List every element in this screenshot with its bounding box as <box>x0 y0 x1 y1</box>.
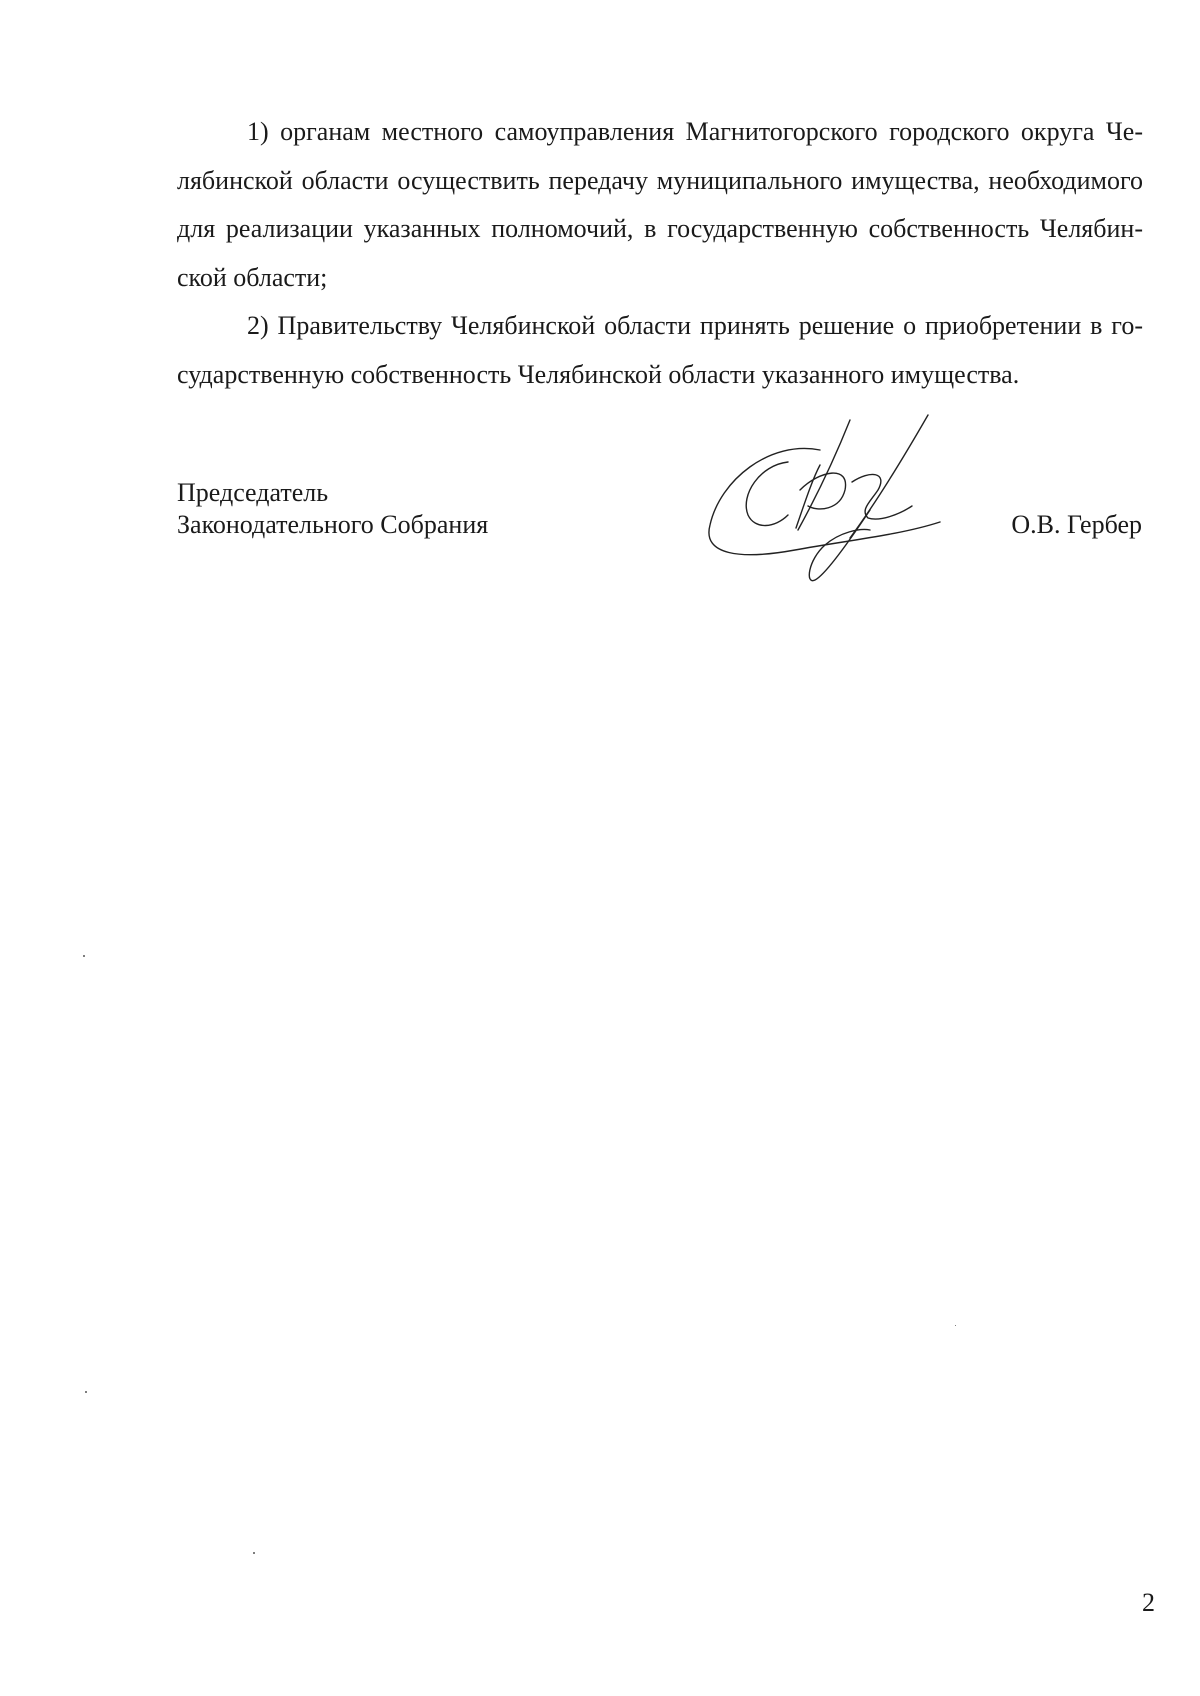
paragraph-2: 2) Правительству Челябинской области принять решение о приобретении в государственную собственность Челябинской области указанного имущества. <box>177 311 1143 389</box>
scan-speck <box>955 1325 956 1326</box>
handwritten-signature <box>700 410 950 590</box>
signatory-title-line-1: Председатель <box>177 478 329 507</box>
paragraph-1: 1) органам местного самоуправления Магнитогорского городского округа Челябинской области осуществить передачу муниципального имущества, необходимого для реализации указанных полномочий, в государственную собственность Челябинской области; <box>177 117 1143 292</box>
page-number: 2 <box>1142 1588 1155 1617</box>
scan-speck <box>85 1391 87 1393</box>
scan-speck <box>83 955 85 957</box>
signatory-name: О.В. Гербер <box>1011 510 1142 539</box>
body-text <box>177 108 1143 399</box>
signatory-title-line-2: Законодательного Собрания <box>177 510 489 539</box>
signatory-title <box>177 477 488 541</box>
scan-speck <box>253 1552 255 1554</box>
